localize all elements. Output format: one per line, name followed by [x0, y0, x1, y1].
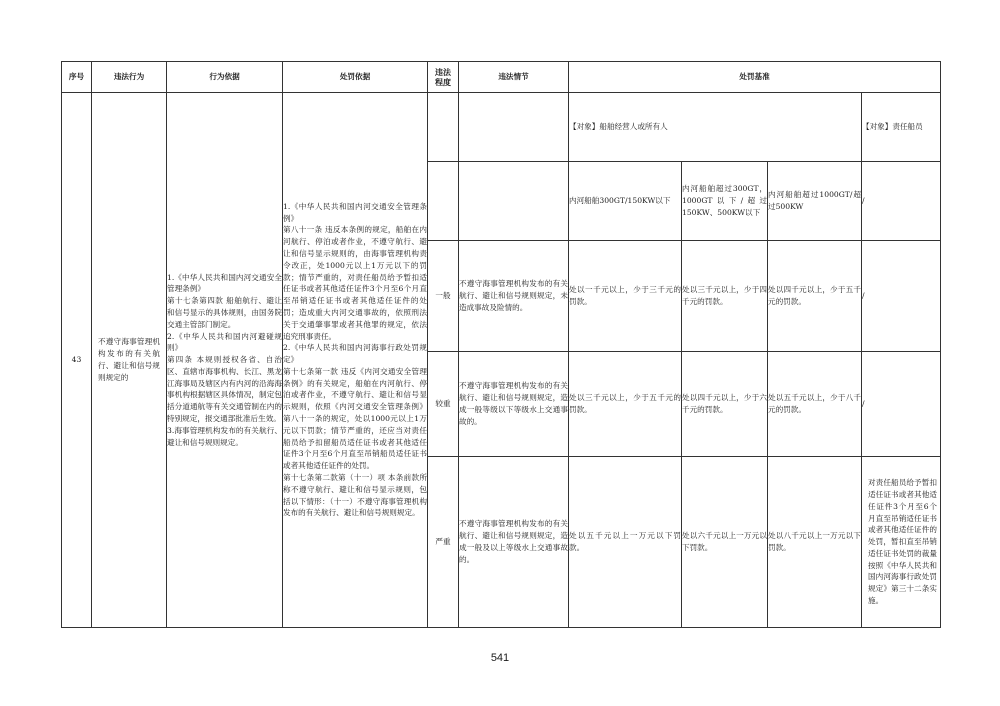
level-small-fine: 处以三千元以上，少于五千元的罚款。: [569, 352, 682, 457]
header-row: [62, 62, 941, 93]
level-medium-fine: 处以四千元以上，少于六千元的罚款。: [682, 352, 768, 457]
category-degree-empty: [428, 162, 459, 241]
level-large-fine: 处以五千元以上，少于八千元的罚款。: [768, 352, 862, 457]
row-behavior: 不遵守海事管理机构发布的有关航行、避让和信号规则规定的: [92, 93, 167, 628]
level-crew: 对责任船员给予暂扣适任证书或者其他适任证件3个月至6个月直至吊销适任证书或者其他适任证件的处罚，暂扣直至吊销适任证书处罚的裁量按照《中华人民共和国内河海事行政处罚规定》第三十二条实施。: [862, 457, 941, 628]
level-large-fine: 处以四千元以上，少于五千元的罚款。: [768, 241, 862, 352]
level-circumstances: 不遵守海事管理机构发布的有关航行、避让和信号规则规定，造成一般及以上等级水上交通事故的。: [459, 457, 569, 628]
object-degree-empty: [428, 93, 459, 162]
level-degree: 一般: [428, 241, 459, 352]
level-medium-fine: 处以六千元以上一万元以下罚款。: [682, 457, 768, 628]
row-basis: 1.《中华人民共和国内河交通安全管理条例》 第十七条第四款 船舶航行、避让和信号显示的具体规则，由国务院交通主管部门制定。 2.《中华人民共和国内河避碰规则》 第四条 本规则授权各省、自治区、直辖市海事机构、长江、黑龙江海事局及辖区内有内河的沿海海事机构根据辖区具体情况，制定包括分道通航等有关交通管制在内的特别规定，报交通部批准后生效。 3.海事管理机构发布的有关航行、避让和信号规则规定。: [167, 93, 283, 628]
category-large: 内河船舶超过1000GT/超过500KW: [768, 162, 862, 241]
penalty-table: [61, 61, 941, 628]
object-crew: 【对象】责任船员: [862, 93, 941, 162]
header-circumstances: 违法情节: [459, 62, 569, 93]
category-medium: 内河船舶超过300GT，1000GT以下/超过150KW、500KW以下: [682, 162, 768, 241]
header-behavior: 违法行为: [92, 62, 167, 93]
row-penalty-basis: 1.《中华人民共和国内河交通安全管理条例》 第八十一条 违反本条例的规定，船舶在内河航行、停泊或者作业，不遵守航行、避让和信号显示规则的，由海事管理机构责令改正，处1000元以上1万元以下的罚款；情节严重的，对责任船员给予暂扣适任证书或者其他适任证件3个月至6个月直至吊销适任证书或者其他适任证件的处罚；造成重大内河交通事故的，依照刑法关于交通肇事罪或者其他罪的规定，依法追究刑事责任。 2.《中华人民共和国内河海事行政处罚规定》 第十七条第一款 违反《内河交通安全管理条例》的有关规定，船舶在内河航行、停泊或者作业，不遵守航行、避让和信号显示规则，依照《内河交通安全管理条例》第八十一条的规定，处以1000元以上1万元以下罚款；情节严重的，还应当对责任船员给予扣留船员适任证书或者其他适任证件3个月至6个月直至吊销船员适任证书或者其他适任证件的处罚。 第十七条第二款第（十一）项 本条前款所称不遵守航行、避让和信号显示规则，包括以下情形：（十一）不遵守海事管理机构发布的有关航行、避让和信号规则规定。: [283, 93, 428, 628]
category-small: 内河船舶300GT/150KW以下: [569, 162, 682, 241]
header-basis: 行为依据: [167, 62, 283, 93]
category-circumstances-empty: [459, 162, 569, 241]
page-number: 541: [490, 652, 510, 664]
level-crew: /: [862, 241, 941, 352]
level-small-fine: 处以一千元以上，少于三千元的罚款。: [569, 241, 682, 352]
category-crew: /: [862, 162, 941, 241]
object-row: [62, 93, 941, 162]
row-seq: 43: [62, 93, 92, 628]
level-degree: 严重: [428, 457, 459, 628]
level-circumstances: 不遵守海事管理机构发布的有关航行、避让和信号规则规定，造成一般等级以下等级水上交通事故的。: [459, 352, 569, 457]
level-crew: /: [862, 352, 941, 457]
header-degree: 违法程度: [428, 62, 459, 93]
object-circumstances-empty: [459, 93, 569, 162]
level-small-fine: 处以五千元以上一万元以下罚款。: [569, 457, 682, 628]
level-degree: 较重: [428, 352, 459, 457]
level-circumstances: 不遵守海事管理机构发布的有关航行、避让和信号规则规定，未造成事故及险情的。: [459, 241, 569, 352]
header-penalty-basis: 处罚依据: [283, 62, 428, 93]
header-standard: 处罚基准: [569, 62, 941, 93]
level-medium-fine: 处以三千元以上，少于四千元的罚款。: [682, 241, 768, 352]
header-seq: 序号: [62, 62, 92, 93]
level-large-fine: 处以八千元以上一万元以下罚款。: [768, 457, 862, 628]
object-ship-owner: 【对象】船舶经营人或所有人: [569, 93, 862, 162]
